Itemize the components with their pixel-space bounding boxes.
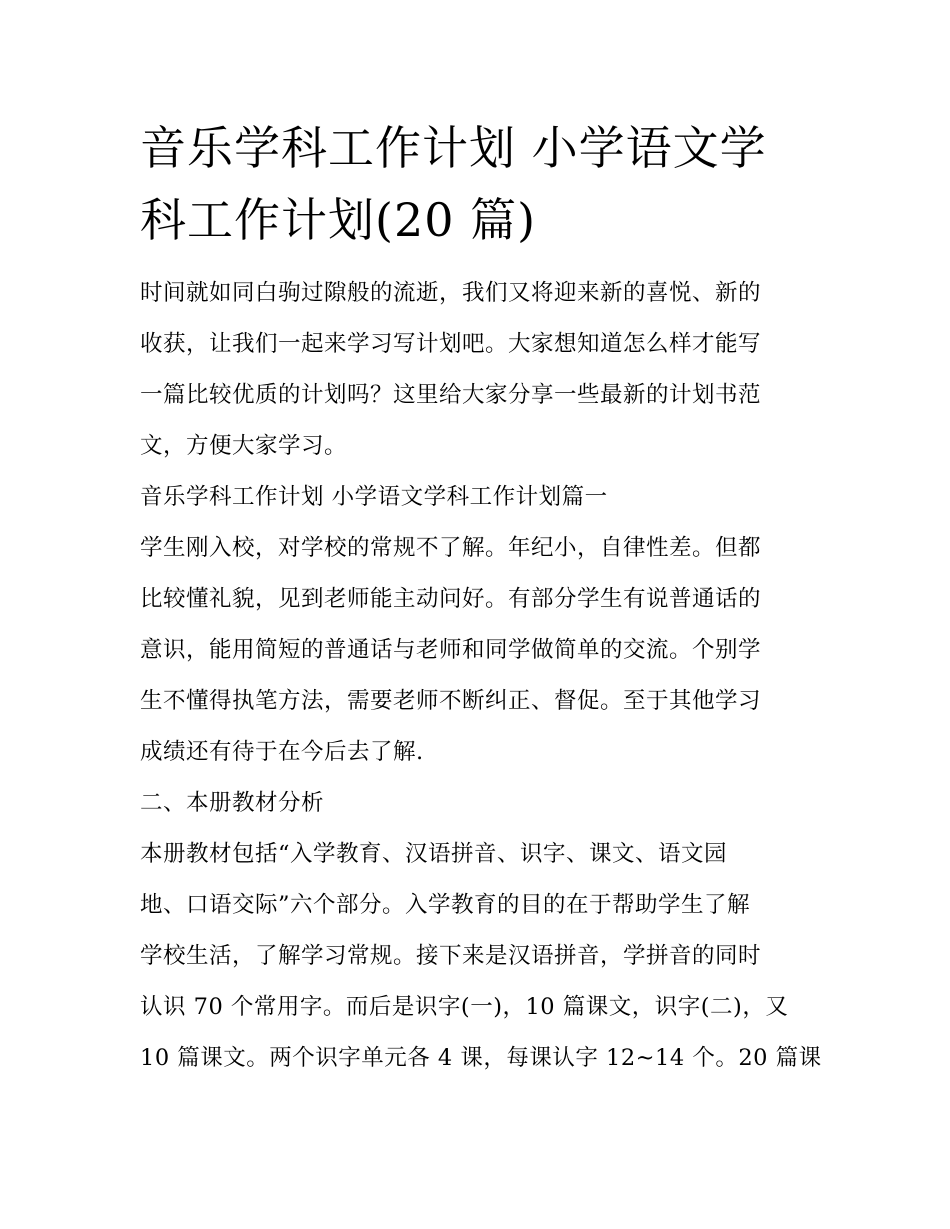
text-line: 学生刚入校，对学校的常规不了解。年纪小，自律性差。但都 [140,535,762,561]
text-line: 比较懂礼貌，见到老师能主动问好。有部分学生有说普通话的 [140,586,762,612]
text-line: 一篇比较优质的计划吗？这里给大家分享一些最新的计划书范 [140,382,762,408]
title-line-2: 科工作计划(20 篇) [140,193,537,247]
text-line: 成绩还有待于在今后去了解. [140,739,424,765]
text-line: 时间就如同白驹过隙般的流逝，我们又将迎来新的喜悦、新的 [140,280,762,306]
title-line-1: 音乐学科工作计划 小学语文学 [140,121,767,175]
text-line: 地、口语交际”六个部分。入学教育的目的在于帮助学生了解 [140,892,751,918]
text-line: 意识，能用简短的普通话与老师和同学做简单的交流。个别学 [140,637,762,663]
text-line: 文，方便大家学习。 [140,433,348,459]
text-line: 10 篇课文。两个识字单元各 4 课，每课认字 12~14 个。20 篇课 [140,1045,822,1071]
section-heading: 音乐学科工作计划 小学语文学科工作计划篇一 [140,484,608,510]
intro-paragraph [140,268,812,472]
document-title [140,112,812,256]
subheading: 二、本册教材分析 [140,790,325,816]
text-line: 学校生活，了解学习常规。接下来是汉语拼音，学拼音的同时 [140,943,762,969]
text-line: 认识 70 个常用字。而后是识字(一)，10 篇课文，识字(二)，又 [140,994,789,1020]
text-line: 本册教材包括“入学教育、汉语拼音、识字、课文、语文园 [140,841,728,867]
document-page [140,112,822,1084]
textbook-analysis-paragraph [140,829,822,1084]
text-line: 生不懂得执笔方法，需要老师不断纠正、督促。至于其他学习 [140,688,762,714]
text-line: 收获，让我们一起来学习写计划吧。大家想知道怎么样才能写 [140,331,762,357]
student-analysis-paragraph [140,523,812,778]
